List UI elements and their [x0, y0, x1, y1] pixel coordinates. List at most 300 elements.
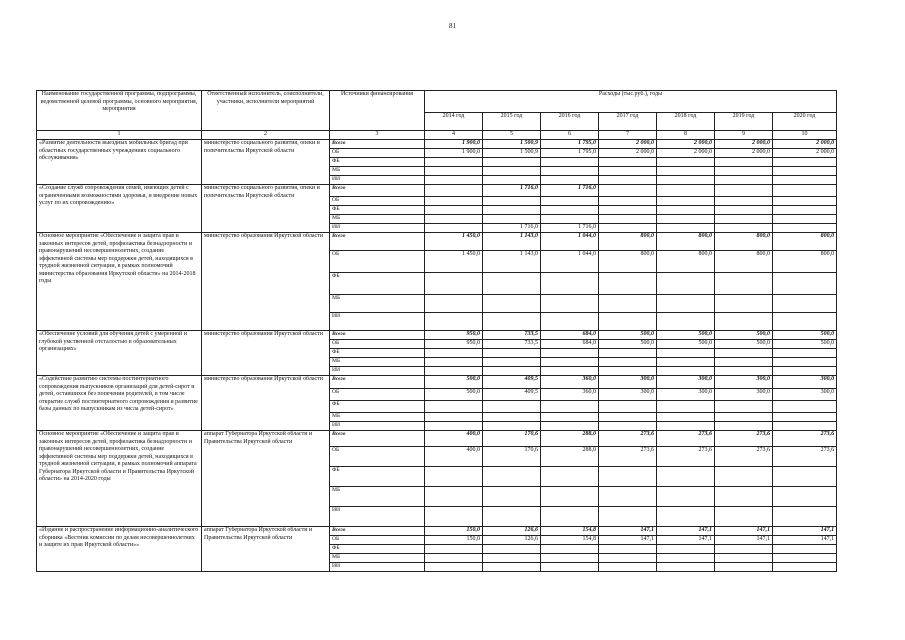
responsible-executor: министерство образования Иркутской области — [202, 233, 330, 331]
funding-source-label: ОБ — [330, 340, 425, 349]
expense-value — [715, 401, 773, 413]
funding-source-label: ИИ — [330, 313, 425, 331]
expense-value: 147,1 — [715, 527, 773, 536]
expense-value: 800,0 — [599, 233, 657, 251]
funding-source-label: ОБ — [330, 251, 425, 273]
expense-value: 300,0 — [599, 376, 657, 389]
expense-value — [483, 295, 541, 313]
funding-source-label: Всего — [330, 331, 425, 340]
expense-value — [541, 487, 599, 507]
expense-value — [715, 358, 773, 367]
funding-source-label: Всего — [330, 431, 425, 447]
expense-value — [715, 367, 773, 376]
expense-value — [773, 401, 837, 413]
expense-value: 273,6 — [773, 447, 837, 467]
expense-value — [541, 295, 599, 313]
funding-source-label: ФБ — [330, 206, 425, 215]
expense-value — [715, 158, 773, 167]
expense-value — [425, 401, 483, 413]
header-expenses: Расходы (тыс.руб.), годы — [425, 91, 837, 113]
column-number: 9 — [715, 131, 773, 140]
funding-source-label: ИИ — [330, 507, 425, 527]
expense-value — [657, 358, 715, 367]
expense-value — [541, 422, 599, 431]
expense-value — [483, 487, 541, 507]
expense-value: 300,0 — [773, 389, 837, 401]
expense-value — [773, 273, 837, 295]
expense-value: 170,6 — [483, 431, 541, 447]
expense-value: 1 900,0 — [425, 140, 483, 149]
expense-value — [657, 158, 715, 167]
expense-value — [657, 295, 715, 313]
expense-value — [599, 206, 657, 215]
expense-value: 360,0 — [541, 389, 599, 401]
expense-value: 147,1 — [773, 527, 837, 536]
expense-value: 409,5 — [483, 376, 541, 389]
expense-value — [657, 185, 715, 197]
expense-value — [773, 413, 837, 422]
expense-value: 1 450,0 — [425, 233, 483, 251]
expense-value — [657, 176, 715, 185]
expense-value — [773, 563, 837, 572]
expense-value: 500,0 — [657, 331, 715, 340]
expense-value — [773, 185, 837, 197]
event-name: «Содействие развитию системы постинтернатного сопровождения выпускников организаций для детей-сирот и детей, оставшихся без попечения родителей, в том числе открытие служб постинтернатного сопровождения и развитие базы данных по выпускникам из числа детей-сирот» — [37, 376, 202, 431]
column-number: 5 — [483, 131, 541, 140]
expense-value — [657, 413, 715, 422]
expense-value: 1 716,0 — [541, 224, 599, 233]
expense-value: 1 450,0 — [425, 251, 483, 273]
expense-value — [541, 413, 599, 422]
expense-value — [483, 215, 541, 224]
funding-source-label: Всего — [330, 376, 425, 389]
expense-value — [425, 313, 483, 331]
funding-source-label: ФБ — [330, 467, 425, 487]
expense-value — [483, 197, 541, 206]
expense-value — [773, 158, 837, 167]
expense-value — [773, 487, 837, 507]
expense-value: 273,6 — [773, 431, 837, 447]
expense-value — [657, 197, 715, 206]
expense-value — [657, 507, 715, 527]
expense-value — [599, 224, 657, 233]
expense-value — [773, 197, 837, 206]
expense-value: 147,1 — [599, 536, 657, 545]
expense-value — [483, 413, 541, 422]
expense-value — [483, 545, 541, 554]
responsible-executor: министерство социального развития, опеки и попечительства Иркутской области — [202, 140, 330, 185]
expense-value — [541, 507, 599, 527]
expense-value: 800,0 — [657, 233, 715, 251]
expense-value: 500,0 — [657, 340, 715, 349]
expense-value: 500,0 — [773, 331, 837, 340]
expense-value — [715, 467, 773, 487]
funding-source-label: МБ — [330, 215, 425, 224]
expense-value: 170,6 — [483, 447, 541, 467]
expense-value — [599, 422, 657, 431]
column-number: 4 — [425, 131, 483, 140]
expense-value: 147,1 — [773, 536, 837, 545]
expense-value — [599, 367, 657, 376]
expense-value: 273,6 — [599, 447, 657, 467]
expense-value — [773, 367, 837, 376]
header-year: 2017 год — [599, 113, 657, 131]
expense-value — [483, 563, 541, 572]
expense-value: 800,0 — [715, 251, 773, 273]
expense-value — [599, 273, 657, 295]
expense-value: 300,0 — [599, 389, 657, 401]
expense-value: 2 000,0 — [599, 149, 657, 158]
expense-value — [715, 507, 773, 527]
expense-value — [483, 313, 541, 331]
expense-value: 2 000,0 — [715, 149, 773, 158]
header-program-name: Наименование государственной программы, подпрограммы, ведомственной целевой программы, основного мероприятия, мероприятия — [37, 91, 202, 131]
column-number: 7 — [599, 131, 657, 140]
expense-value — [483, 273, 541, 295]
expense-value — [541, 358, 599, 367]
expense-value — [599, 295, 657, 313]
expense-value — [483, 367, 541, 376]
expense-value — [425, 507, 483, 527]
funding-source-label: МБ — [330, 554, 425, 563]
funding-source-label: ИИ — [330, 563, 425, 572]
expense-value — [657, 167, 715, 176]
expense-value: 2 000,0 — [657, 149, 715, 158]
expense-value — [773, 224, 837, 233]
expense-value — [773, 349, 837, 358]
responsible-executor: министерство социального развития, опеки и попечительства Иркутской области — [202, 185, 330, 233]
funding-source-label: ИИ — [330, 422, 425, 431]
funding-source-label: ИИ — [330, 367, 425, 376]
expense-value: 300,0 — [773, 376, 837, 389]
expense-value: 1 716,0 — [483, 224, 541, 233]
funding-source-label: Всего — [330, 527, 425, 536]
expense-value — [715, 487, 773, 507]
expense-value — [773, 554, 837, 563]
expense-value: 1 900,0 — [425, 149, 483, 158]
expense-value — [715, 167, 773, 176]
expense-value — [425, 215, 483, 224]
event-name: «Развитие деятельности выездных мобильных бригад при областных государственных учреждениях социального обслуживания» — [37, 140, 202, 185]
expense-value — [657, 401, 715, 413]
header-year: 2018 год — [657, 113, 715, 131]
expense-value: 300,0 — [715, 389, 773, 401]
expense-value: 409,5 — [483, 389, 541, 401]
expense-value: 400,0 — [425, 447, 483, 467]
expense-value: 2 000,0 — [773, 140, 837, 149]
expense-value — [541, 215, 599, 224]
expense-value: 147,1 — [715, 536, 773, 545]
event-name: Основное мероприятие «Обеспечение и защита прав и законных интересов детей, профилактика безнадзорности и правонарушений несовершеннолетних, создание эффективной системы мер поддержки детей, находящихся в трудной жизненной ситуации, в рамках полномочий министерства образования Иркутской области» на 2014-2018 годы — [37, 233, 202, 331]
expense-value — [715, 215, 773, 224]
expense-value — [483, 176, 541, 185]
expense-value — [657, 313, 715, 331]
expense-value: 2 000,0 — [715, 140, 773, 149]
column-number: 10 — [773, 131, 837, 140]
expense-value — [541, 367, 599, 376]
expense-value — [541, 313, 599, 331]
expense-value — [425, 206, 483, 215]
expense-value: 300,0 — [715, 376, 773, 389]
expense-value: 500,0 — [715, 340, 773, 349]
expense-value: 1 044,0 — [541, 233, 599, 251]
expense-value — [541, 206, 599, 215]
expense-value — [425, 358, 483, 367]
expense-value: 800,0 — [657, 251, 715, 273]
expense-value: 500,0 — [773, 340, 837, 349]
column-number: 3 — [330, 131, 425, 140]
column-number: 1 — [37, 131, 202, 140]
expense-value: 500,0 — [715, 331, 773, 340]
expense-value: 500,0 — [599, 331, 657, 340]
expense-value — [599, 197, 657, 206]
funding-source-label: ФБ — [330, 401, 425, 413]
table-body — [37, 140, 837, 572]
expense-value — [773, 313, 837, 331]
expense-value — [541, 401, 599, 413]
expense-value — [657, 206, 715, 215]
table-row — [37, 376, 837, 389]
expense-value — [541, 158, 599, 167]
table-row — [37, 431, 837, 447]
expense-value — [715, 563, 773, 572]
expense-value: 1 795,0 — [541, 140, 599, 149]
expense-value — [715, 176, 773, 185]
expense-value — [773, 507, 837, 527]
expense-value — [715, 545, 773, 554]
expense-value — [773, 167, 837, 176]
expense-value — [599, 215, 657, 224]
header-year: 2016 год — [541, 113, 599, 131]
expense-value — [599, 545, 657, 554]
expense-value — [657, 563, 715, 572]
expense-value — [483, 507, 541, 527]
expense-value: 1 716,0 — [483, 185, 541, 197]
expense-value — [541, 349, 599, 358]
expense-value — [715, 273, 773, 295]
funding-source-label: Всего — [330, 233, 425, 251]
expense-value: 1 795,0 — [541, 149, 599, 158]
header-year: 2019 год — [715, 113, 773, 131]
expense-value: 950,0 — [425, 340, 483, 349]
expense-value — [715, 206, 773, 215]
expense-value — [425, 176, 483, 185]
expense-value — [599, 158, 657, 167]
expense-value — [773, 215, 837, 224]
expense-value: 2 000,0 — [773, 149, 837, 158]
expense-value — [483, 358, 541, 367]
expense-value — [657, 554, 715, 563]
header-year: 2014 год — [425, 113, 483, 131]
funding-source-label: МБ — [330, 295, 425, 313]
expense-value — [425, 563, 483, 572]
event-name: Основное мероприятие «Обеспечение и защита прав и законных интересов детей, профилактика безнадзорности и правонарушений несовершеннолетних, создание эффективной системы мер поддержки детей, находящихся в трудной жизненной ситуации, в рамках полномочий аппарата Губернатора Иркутской области и Правительства Иркутской области» на 2014-2020 годы — [37, 431, 202, 527]
expense-value — [599, 507, 657, 527]
expense-value — [773, 467, 837, 487]
expense-value — [425, 295, 483, 313]
expense-value — [599, 413, 657, 422]
expense-value — [715, 554, 773, 563]
funding-source-label: ИИ — [330, 224, 425, 233]
expense-value — [657, 273, 715, 295]
responsible-executor: аппарат Губернатора Иркутской области и Правительства Иркутской области — [202, 431, 330, 527]
table-row — [37, 527, 837, 536]
expense-value: 800,0 — [599, 251, 657, 273]
funding-source-label: МБ — [330, 167, 425, 176]
funding-source-label: ФБ — [330, 545, 425, 554]
column-number: 6 — [541, 131, 599, 140]
funding-source-label: ОБ — [330, 149, 425, 158]
expense-value: 273,6 — [715, 447, 773, 467]
expense-value: 1 500,9 — [483, 149, 541, 158]
expense-value — [425, 467, 483, 487]
expense-value — [483, 422, 541, 431]
expense-value — [715, 422, 773, 431]
expense-value — [541, 176, 599, 185]
event-name: «Издание и распространение информационно-аналитического сборника «Вестник комиссии по делам несовершеннолетних и защите их прав Иркутской области»» — [37, 527, 202, 572]
event-name: «Создание служб сопровождения семей, имеющих детей с ограниченными возможностями здоровья, и внедрение новых услуг по их сопровождению» — [37, 185, 202, 233]
expense-value — [541, 545, 599, 554]
table-row — [37, 331, 837, 340]
funding-source-label: ИИ — [330, 176, 425, 185]
funding-source-label: ФБ — [330, 349, 425, 358]
expense-value — [599, 167, 657, 176]
expense-value — [541, 197, 599, 206]
expense-value — [425, 487, 483, 507]
header-responsible: Ответственный исполнитель, соисполнители, участники, исполнители мероприятий — [202, 91, 330, 131]
funding-source-label: ФБ — [330, 273, 425, 295]
expense-value — [541, 563, 599, 572]
expense-value: 1 500,9 — [483, 140, 541, 149]
expense-value — [657, 224, 715, 233]
expense-value — [425, 224, 483, 233]
funding-source-label: МБ — [330, 487, 425, 507]
funding-source-label: МБ — [330, 413, 425, 422]
funding-source-label: Всего — [330, 185, 425, 197]
column-number: 2 — [202, 131, 330, 140]
expense-value — [425, 367, 483, 376]
expense-value: 154,8 — [541, 536, 599, 545]
expense-value — [541, 554, 599, 563]
expense-value — [599, 563, 657, 572]
expense-value — [425, 197, 483, 206]
expense-value — [657, 487, 715, 507]
expense-value: 360,0 — [541, 376, 599, 389]
expense-value — [773, 295, 837, 313]
expense-value — [715, 197, 773, 206]
expense-value: 1 044,0 — [541, 251, 599, 273]
expense-value: 684,0 — [541, 331, 599, 340]
table-row — [37, 185, 837, 197]
expense-value — [773, 206, 837, 215]
expense-value: 733,5 — [483, 340, 541, 349]
expense-value — [657, 422, 715, 431]
expense-value: 147,1 — [599, 527, 657, 536]
funding-source-label: ОБ — [330, 447, 425, 467]
expense-value: 684,0 — [541, 340, 599, 349]
table-row — [37, 140, 837, 149]
expense-value — [599, 487, 657, 507]
expense-value: 273,6 — [715, 431, 773, 447]
responsible-executor: аппарат Губернатора Иркутской области и Правительства Иркутской области — [202, 527, 330, 572]
expense-value — [773, 358, 837, 367]
expense-value — [425, 185, 483, 197]
expense-value — [483, 467, 541, 487]
expense-value: 800,0 — [773, 233, 837, 251]
expense-value: 150,0 — [425, 527, 483, 536]
expense-value: 500,0 — [425, 376, 483, 389]
expense-value — [715, 295, 773, 313]
expense-value — [483, 158, 541, 167]
expense-value — [773, 422, 837, 431]
expense-value: 273,6 — [657, 431, 715, 447]
funding-source-label: ОБ — [330, 536, 425, 545]
expense-value — [599, 349, 657, 358]
funding-source-label: МБ — [330, 358, 425, 367]
expense-value: 154,8 — [541, 527, 599, 536]
expense-value — [425, 158, 483, 167]
expense-value: 400,0 — [425, 431, 483, 447]
expense-value: 1 143,0 — [483, 251, 541, 273]
expense-value — [657, 467, 715, 487]
expense-value: 300,0 — [657, 376, 715, 389]
expense-value: 300,0 — [657, 389, 715, 401]
expense-value: 500,0 — [425, 389, 483, 401]
expense-value — [483, 401, 541, 413]
expense-value — [657, 367, 715, 376]
expense-value: 126,6 — [483, 527, 541, 536]
expense-value — [425, 413, 483, 422]
funding-source-label: ОБ — [330, 197, 425, 206]
expense-value: 1 143,0 — [483, 233, 541, 251]
header-year: 2020 год — [773, 113, 837, 131]
expense-value: 288,0 — [541, 431, 599, 447]
expense-value: 147,1 — [657, 527, 715, 536]
expense-value — [483, 554, 541, 563]
responsible-executor: министерство образования Иркутской области — [202, 331, 330, 376]
expense-value — [425, 554, 483, 563]
column-number: 8 — [657, 131, 715, 140]
expense-value — [715, 313, 773, 331]
expense-value — [715, 349, 773, 358]
expense-value — [715, 185, 773, 197]
expense-value: 2 000,0 — [599, 140, 657, 149]
event-name: «Обеспечение условий для обучения детей с умеренной и глубокой умственной отсталостью в образовательных организациях» — [37, 331, 202, 376]
expense-value — [599, 185, 657, 197]
expense-value — [599, 313, 657, 331]
funding-source-label: ОБ — [330, 389, 425, 401]
page-number: 81 — [449, 22, 456, 30]
expense-value — [715, 413, 773, 422]
header-funding-source: Источники финансирования — [330, 91, 425, 131]
expense-value — [483, 206, 541, 215]
responsible-executor: министерство образования Иркутской области — [202, 376, 330, 431]
expense-value: 1 716,0 — [541, 185, 599, 197]
expense-value — [483, 167, 541, 176]
expense-value — [599, 467, 657, 487]
budget-table — [36, 90, 837, 572]
expense-value: 950,0 — [425, 331, 483, 340]
expense-value — [425, 273, 483, 295]
expense-value — [541, 467, 599, 487]
expense-value: 800,0 — [773, 251, 837, 273]
table-row — [37, 233, 837, 251]
expense-value — [773, 545, 837, 554]
expense-value: 2 000,0 — [657, 140, 715, 149]
expense-value — [541, 167, 599, 176]
expense-value — [425, 167, 483, 176]
expense-value — [657, 349, 715, 358]
